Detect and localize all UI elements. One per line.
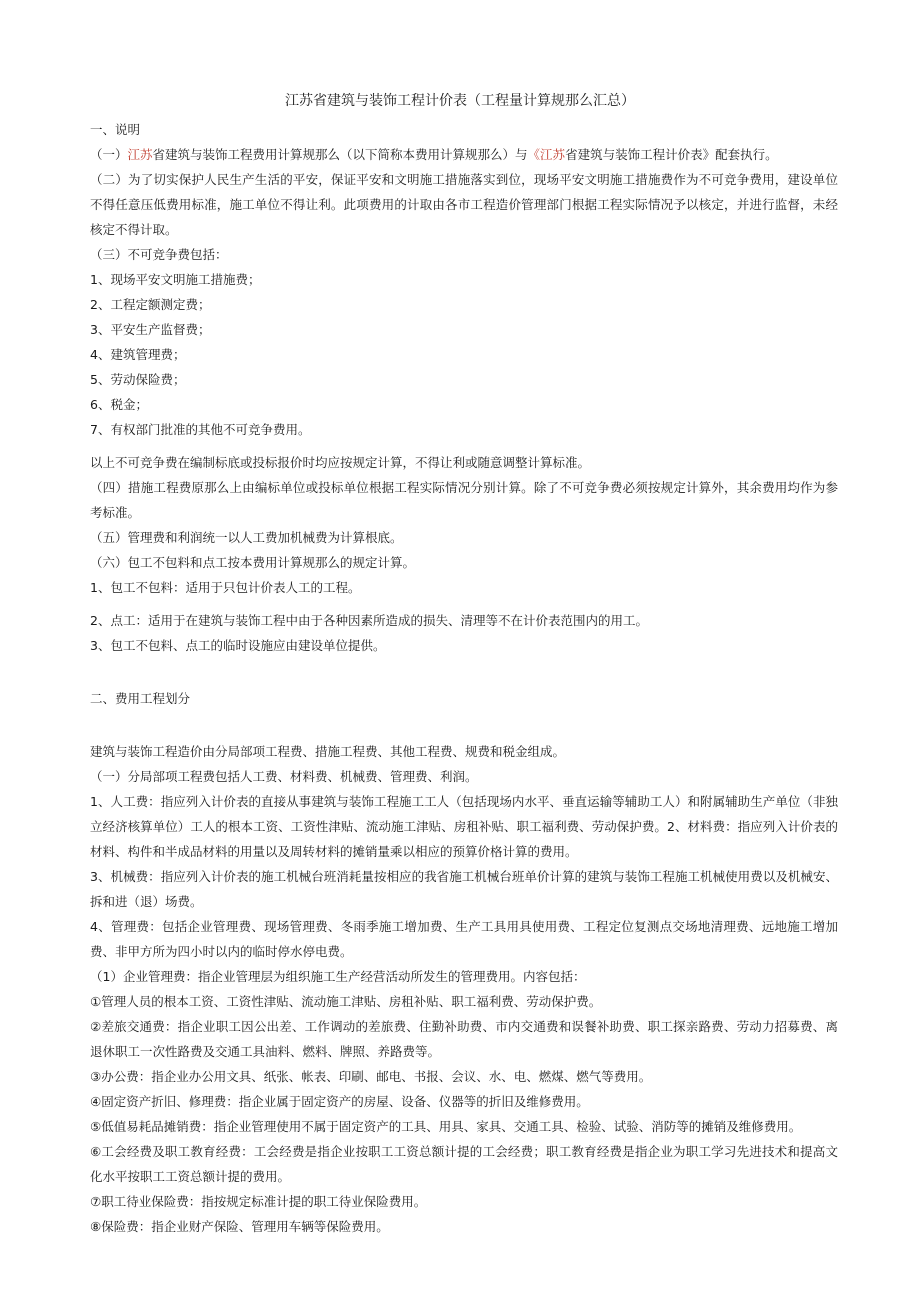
paragraph-p3: 3、机械费：指应列入计价表的施工机械台班消耗量按相应的我省施工机械台班单价计算的建筑与装饰工程施工机械使用费以及机械安、拆和进（退）场费。 xyxy=(90,869,838,909)
sub-item-3: 3、包工不包料、点工的临时设施应由建设单位提供。 xyxy=(90,638,386,653)
paragraph-p2: 1、人工费：指应列入计价表的直接从事建筑与装饰工程施工工人（包括现场内水平、垂直运输等辅助工人）和附属辅助生产单位（非独立经济核算单位）工人的根本工资、工资性津贴、流动施工津贴、房租补贴、职工福利费、劳动保护费。2、材料费：指应列入计价表的材料、构件和半成品材料的用量以及周转材料的摊销量乘以相应的预算价格计算的费用。 xyxy=(90,794,838,859)
note-paragraph: 以上不可竞争费在编制标底或投标报价时均应按规定计算，不得让利或随意调整计算标准。 xyxy=(90,455,591,470)
circled-item-6: ⑥工会经费及职工教育经费：工会经费是指企业按职工工资总额计提的工会经费；职工教育经费是指企业为职工学习先进技术和提高文化水平按职工工资总额计提的费用。 xyxy=(90,1144,838,1184)
paragraph-item-3: （三）不可竞争费包括： xyxy=(90,247,228,262)
paragraph-item-4: （四）措施工程费原那么上由编标单位或投标单位根据工程实际情况分别计算。除了不可竞争费必须按规定计算外，其余费用均作为参考标准。 xyxy=(90,480,838,520)
list-item: 3、平安生产监督费； xyxy=(90,322,211,337)
intro-paragraph: 建筑与装饰工程造价由分局部项工程费、措施工程费、其他工程费、规费和税金组成。 xyxy=(90,744,566,759)
paragraph-item-1: （一）江苏省建筑与装饰工程费用计算规那么（以下简称本费用计算规那么）与《江苏省建筑与装饰工程计价表》配套执行。 xyxy=(90,147,778,162)
section-heading-2: 二、费用工程划分 xyxy=(90,691,191,706)
paragraph-item-5: （五）管理费和利润统一以人工费加机械费为计算根底。 xyxy=(90,530,403,545)
list-item: 5、劳动保险费； xyxy=(90,372,186,387)
document-title: 江苏省建筑与装饰工程计价表（工程量计算规那么汇总） xyxy=(285,93,635,109)
list-item: 7、有权部门批准的其他不可竞争费用。 xyxy=(90,422,311,437)
paragraph-item-2: （二）为了切实保护人民生产生活的平安，保证平安和文明施工措施落实到位，现场平安文明施工措施费作为不可竞争费用，建设单位不得任意压低费用标准，施工单位不得让利。此项费用的计取由各市工程造价管理部门根据工程实际情况予以核定，并进行监督，未经核定不得计取。 xyxy=(90,172,838,237)
circled-item-5: ⑤低值易耗品摊销费：指企业管理使用不属于固定资产的工具、用具、家具、交通工具、检验、试验、消防等的摊销及维修费用。 xyxy=(90,1119,802,1134)
circled-item-1: ①管理人员的根本工资、工资性津贴、流动施工津贴、房租补贴、职工福利费、劳动保护费。 xyxy=(90,994,602,1009)
list-item: 4、建筑管理费； xyxy=(90,347,186,362)
sub-item-2: 2、点工：适用于在建筑与装饰工程中由于各种因素所造成的损失、清理等不在计价表范围内的用工。 xyxy=(90,613,648,628)
highlight-jiangsu: 江苏 xyxy=(127,147,153,162)
paragraph-p1: （一）分局部项工程费包括人工费、材料费、机械费、管理费、利润。 xyxy=(90,769,478,784)
list-item: 2、工程定额测定费； xyxy=(90,297,211,312)
highlight-jiangsu-2: 《江苏 xyxy=(527,147,566,162)
document-body xyxy=(90,117,838,1239)
paragraph-item-6: （六）包工不包料和点工按本费用计算规那么的规定计算。 xyxy=(90,555,416,570)
sub-item-1: 1、包工不包料：适用于只包计价表人工的工程。 xyxy=(90,580,361,595)
list-item: 6、税金； xyxy=(90,397,148,412)
circled-item-7: ⑦职工待业保险费：指按规定标准计提的职工待业保险费用。 xyxy=(90,1194,427,1209)
circled-item-3: ③办公费：指企业办公用文具、纸张、帐表、印刷、邮电、书报、会议、水、电、燃煤、燃气等费用。 xyxy=(90,1069,652,1084)
circled-item-8: ⑧保险费：指企业财产保险、管理用车辆等保险费用。 xyxy=(90,1219,389,1234)
paragraph-p4: 4、管理费：包括企业管理费、现场管理费、冬雨季施工增加费、生产工具用具使用费、工程定位复测点交场地清理费、远地施工增加费、非甲方所为四小时以内的临时停水停电费。 xyxy=(90,919,838,959)
paragraph-p5: （1）企业管理费：指企业管理层为组织施工生产经营活动所发生的管理费用。内容包括： xyxy=(90,969,586,984)
circled-item-2: ②差旅交通费：指企业职工因公出差、工作调动的差旅费、住勤补助费、市内交通费和误餐补助费、职工探亲路费、劳动力招募费、离退休职工一次性路费及交通工具油料、燃料、牌照、养路费等。 xyxy=(90,1019,838,1059)
list-item: 1、现场平安文明施工措施费； xyxy=(90,272,261,287)
section-heading-1: 一、说明 xyxy=(90,122,141,137)
circled-item-4: ④固定资产折旧、修理费：指企业属于固定资产的房屋、设备、仪器等的折旧及维修费用。 xyxy=(90,1094,589,1109)
